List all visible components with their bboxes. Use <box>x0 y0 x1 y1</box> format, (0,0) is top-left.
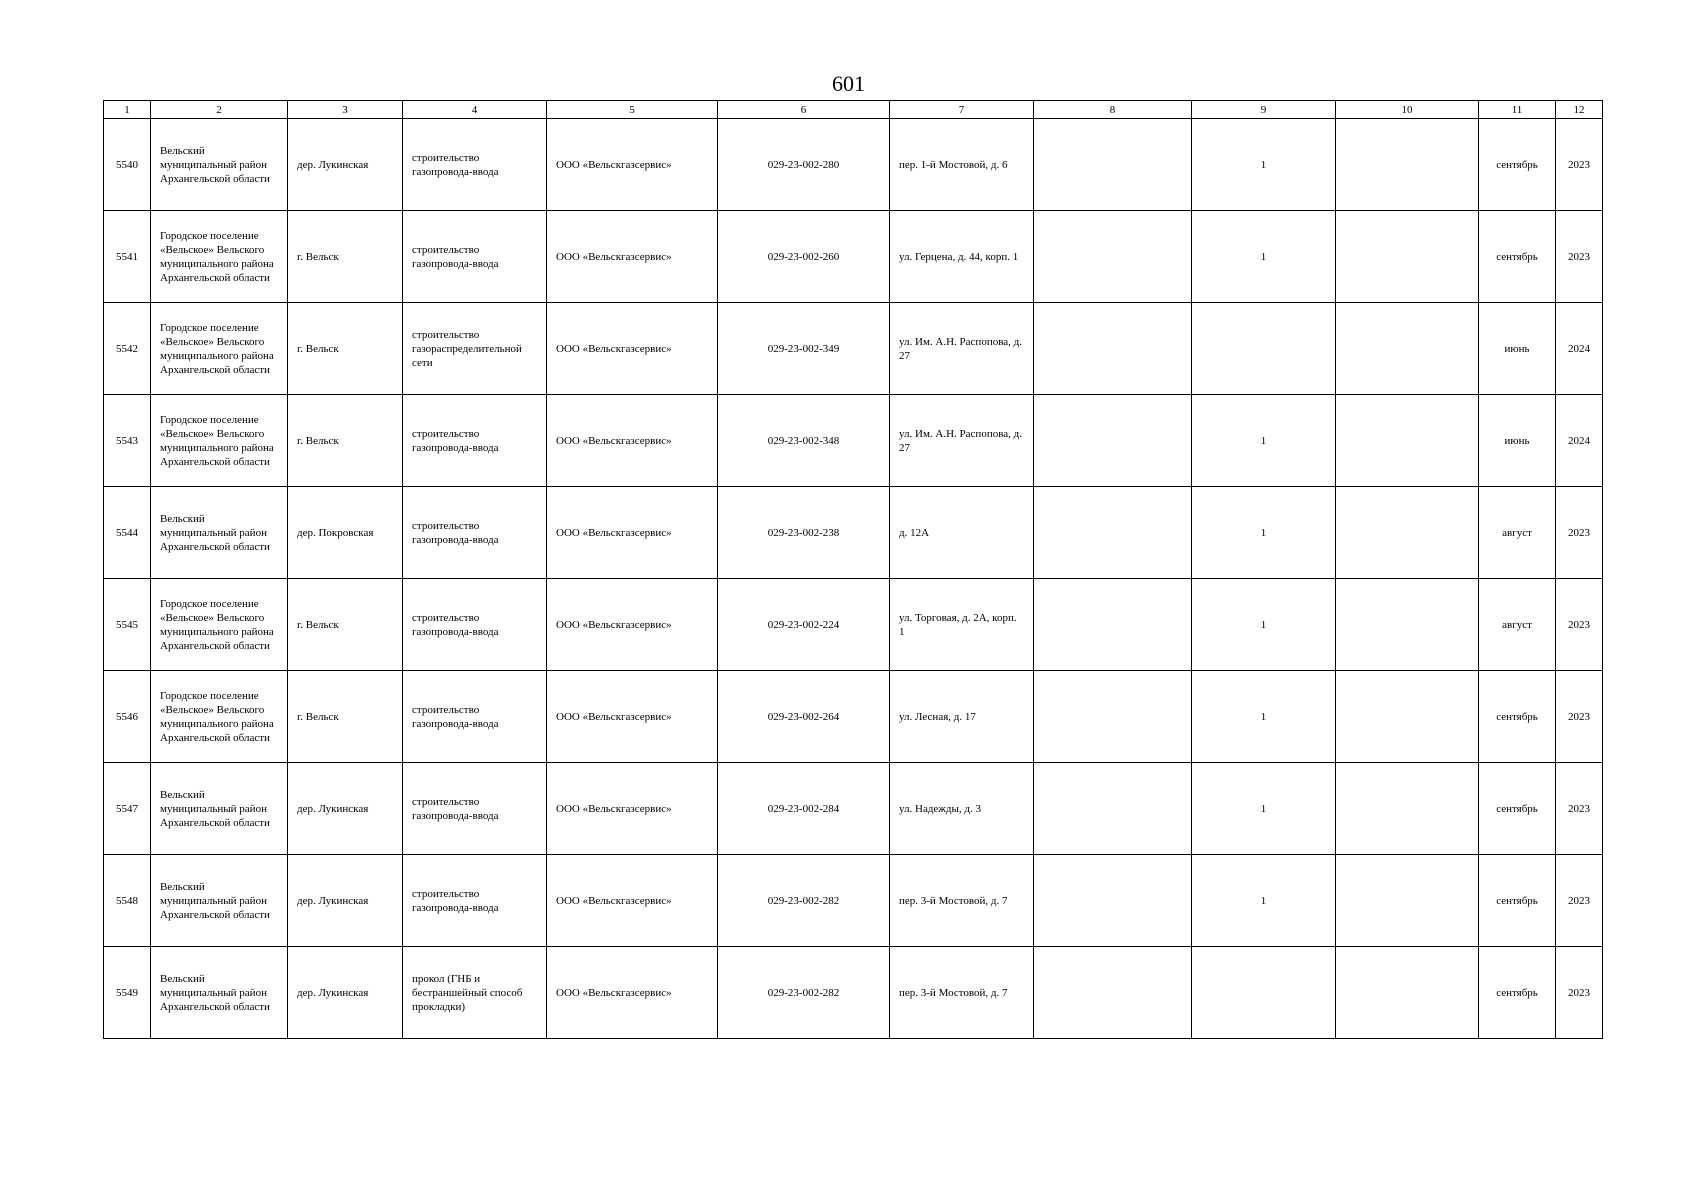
address-cell: ул. Лесная, д. 17 <box>890 671 1034 763</box>
municipality-cell: Городское поселение «Вельское» Вельского муниципального района Архангельской области <box>151 303 288 395</box>
work-type-cell: прокол (ГНБ и бестраншейный способ прокладки) <box>403 947 547 1039</box>
row-number-cell: 5545 <box>104 579 151 671</box>
locality-cell: дер. Лукинская <box>288 119 403 211</box>
locality-cell: дер. Лукинская <box>288 763 403 855</box>
table-row <box>104 395 1603 487</box>
column-8-cell <box>1034 579 1192 671</box>
work-type-cell: строительство газопровода-ввода <box>403 395 547 487</box>
object-code-cell: 029-23-002-280 <box>718 119 890 211</box>
column-10-cell <box>1336 211 1479 303</box>
organization-cell: ООО «Вельскгазсервис» <box>547 395 718 487</box>
organization-cell: ООО «Вельскгазсервис» <box>547 487 718 579</box>
organization-cell: ООО «Вельскгазсервис» <box>547 947 718 1039</box>
column-number: 11 <box>1479 101 1556 119</box>
locality-cell: г. Вельск <box>288 303 403 395</box>
locality-cell: дер. Покровская <box>288 487 403 579</box>
quantity-cell: 1 <box>1192 487 1336 579</box>
work-type-cell: строительство газораспределительной сети <box>403 303 547 395</box>
municipality-cell: Вельский муниципальный район Архангельской области <box>151 855 288 947</box>
page-number: 601 <box>832 71 865 96</box>
column-number: 1 <box>104 101 151 119</box>
year-cell: 2023 <box>1556 947 1603 1039</box>
quantity-cell: 1 <box>1192 211 1336 303</box>
year-cell: 2023 <box>1556 119 1603 211</box>
municipality-cell: Вельский муниципальный район Архангельской области <box>151 763 288 855</box>
quantity-cell: 1 <box>1192 671 1336 763</box>
quantity-cell: 1 <box>1192 855 1336 947</box>
address-cell: ул. Надежды, д. 3 <box>890 763 1034 855</box>
quantity-cell <box>1192 303 1336 395</box>
object-code-cell: 029-23-002-349 <box>718 303 890 395</box>
month-cell: сентябрь <box>1479 119 1556 211</box>
quantity-cell: 1 <box>1192 395 1336 487</box>
table-row <box>104 487 1603 579</box>
object-code-cell: 029-23-002-282 <box>718 947 890 1039</box>
column-number: 4 <box>403 101 547 119</box>
column-10-cell <box>1336 119 1479 211</box>
year-cell: 2024 <box>1556 303 1603 395</box>
column-8-cell <box>1034 671 1192 763</box>
municipality-cell: Городское поселение «Вельское» Вельского муниципального района Архангельской области <box>151 671 288 763</box>
work-type-cell: строительство газопровода-ввода <box>403 119 547 211</box>
organization-cell: ООО «Вельскгазсервис» <box>547 855 718 947</box>
column-10-cell <box>1336 855 1479 947</box>
address-cell: пер. 3-й Мостовой, д. 7 <box>890 855 1034 947</box>
work-type-cell: строительство газопровода-ввода <box>403 763 547 855</box>
address-cell: д. 12А <box>890 487 1034 579</box>
month-cell: сентябрь <box>1479 947 1556 1039</box>
work-type-cell: строительство газопровода-ввода <box>403 855 547 947</box>
municipality-cell: Вельский муниципальный район Архангельской области <box>151 947 288 1039</box>
column-number: 12 <box>1556 101 1603 119</box>
column-number: 3 <box>288 101 403 119</box>
locality-cell: г. Вельск <box>288 579 403 671</box>
table-row <box>104 211 1603 303</box>
address-cell: пер. 1-й Мостовой, д. 6 <box>890 119 1034 211</box>
row-number-cell: 5548 <box>104 855 151 947</box>
municipality-cell: Городское поселение «Вельское» Вельского муниципального района Архангельской области <box>151 395 288 487</box>
column-10-cell <box>1336 671 1479 763</box>
object-code-cell: 029-23-002-224 <box>718 579 890 671</box>
column-8-cell <box>1034 395 1192 487</box>
column-number: 6 <box>718 101 890 119</box>
object-code-cell: 029-23-002-284 <box>718 763 890 855</box>
table-row <box>104 579 1603 671</box>
work-type-cell: строительство газопровода-ввода <box>403 211 547 303</box>
address-cell: пер. 3-й Мостовой, д. 7 <box>890 947 1034 1039</box>
municipality-cell: Городское поселение «Вельское» Вельского муниципального района Архангельской области <box>151 579 288 671</box>
column-10-cell <box>1336 395 1479 487</box>
year-cell: 2023 <box>1556 671 1603 763</box>
locality-cell: дер. Лукинская <box>288 947 403 1039</box>
year-cell: 2023 <box>1556 579 1603 671</box>
object-code-cell: 029-23-002-348 <box>718 395 890 487</box>
table-row <box>104 947 1603 1039</box>
month-cell: июнь <box>1479 303 1556 395</box>
organization-cell: ООО «Вельскгазсервис» <box>547 671 718 763</box>
address-cell: ул. Герцена, д. 44, корп. 1 <box>890 211 1034 303</box>
row-number-cell: 5541 <box>104 211 151 303</box>
month-cell: сентябрь <box>1479 211 1556 303</box>
quantity-cell: 1 <box>1192 119 1336 211</box>
year-cell: 2023 <box>1556 211 1603 303</box>
column-number: 9 <box>1192 101 1336 119</box>
month-cell: сентябрь <box>1479 763 1556 855</box>
organization-cell: ООО «Вельскгазсервис» <box>547 303 718 395</box>
row-number-cell: 5540 <box>104 119 151 211</box>
column-8-cell <box>1034 855 1192 947</box>
table-row <box>104 855 1603 947</box>
object-code-cell: 029-23-002-260 <box>718 211 890 303</box>
month-cell: сентябрь <box>1479 671 1556 763</box>
quantity-cell: 1 <box>1192 763 1336 855</box>
work-type-cell: строительство газопровода-ввода <box>403 487 547 579</box>
column-number: 8 <box>1034 101 1192 119</box>
column-8-cell <box>1034 763 1192 855</box>
row-number-cell: 5549 <box>104 947 151 1039</box>
gasification-table <box>103 100 1603 1039</box>
table-row <box>104 303 1603 395</box>
row-number-cell: 5543 <box>104 395 151 487</box>
table-row <box>104 119 1603 211</box>
column-8-cell <box>1034 947 1192 1039</box>
year-cell: 2023 <box>1556 855 1603 947</box>
locality-cell: г. Вельск <box>288 211 403 303</box>
column-number-row <box>104 101 1603 119</box>
month-cell: август <box>1479 487 1556 579</box>
column-10-cell <box>1336 947 1479 1039</box>
row-number-cell: 5544 <box>104 487 151 579</box>
column-8-cell <box>1034 119 1192 211</box>
organization-cell: ООО «Вельскгазсервис» <box>547 579 718 671</box>
municipality-cell: Вельский муниципальный район Архангельской области <box>151 119 288 211</box>
organization-cell: ООО «Вельскгазсервис» <box>547 119 718 211</box>
column-10-cell <box>1336 487 1479 579</box>
column-8-cell <box>1034 303 1192 395</box>
row-number-cell: 5547 <box>104 763 151 855</box>
table-row <box>104 671 1603 763</box>
quantity-cell: 1 <box>1192 579 1336 671</box>
work-type-cell: строительство газопровода-ввода <box>403 579 547 671</box>
address-cell: ул. Им. А.Н. Распопова, д. 27 <box>890 395 1034 487</box>
month-cell: август <box>1479 579 1556 671</box>
object-code-cell: 029-23-002-282 <box>718 855 890 947</box>
organization-cell: ООО «Вельскгазсервис» <box>547 211 718 303</box>
column-10-cell <box>1336 763 1479 855</box>
column-10-cell <box>1336 579 1479 671</box>
work-type-cell: строительство газопровода-ввода <box>403 671 547 763</box>
municipality-cell: Вельский муниципальный район Архангельской области <box>151 487 288 579</box>
row-number-cell: 5542 <box>104 303 151 395</box>
column-number: 10 <box>1336 101 1479 119</box>
address-cell: ул. Им. А.Н. Распопова, д. 27 <box>890 303 1034 395</box>
quantity-cell <box>1192 947 1336 1039</box>
year-cell: 2023 <box>1556 763 1603 855</box>
table-row <box>104 763 1603 855</box>
column-8-cell <box>1034 211 1192 303</box>
column-number: 5 <box>547 101 718 119</box>
year-cell: 2024 <box>1556 395 1603 487</box>
object-code-cell: 029-23-002-264 <box>718 671 890 763</box>
organization-cell: ООО «Вельскгазсервис» <box>547 763 718 855</box>
year-cell: 2023 <box>1556 487 1603 579</box>
column-10-cell <box>1336 303 1479 395</box>
month-cell: июнь <box>1479 395 1556 487</box>
column-number: 2 <box>151 101 288 119</box>
address-cell: ул. Торговая, д. 2А, корп. 1 <box>890 579 1034 671</box>
column-number: 7 <box>890 101 1034 119</box>
row-number-cell: 5546 <box>104 671 151 763</box>
municipality-cell: Городское поселение «Вельское» Вельского муниципального района Архангельской области <box>151 211 288 303</box>
month-cell: сентябрь <box>1479 855 1556 947</box>
locality-cell: г. Вельск <box>288 395 403 487</box>
locality-cell: г. Вельск <box>288 671 403 763</box>
column-8-cell <box>1034 487 1192 579</box>
locality-cell: дер. Лукинская <box>288 855 403 947</box>
object-code-cell: 029-23-002-238 <box>718 487 890 579</box>
